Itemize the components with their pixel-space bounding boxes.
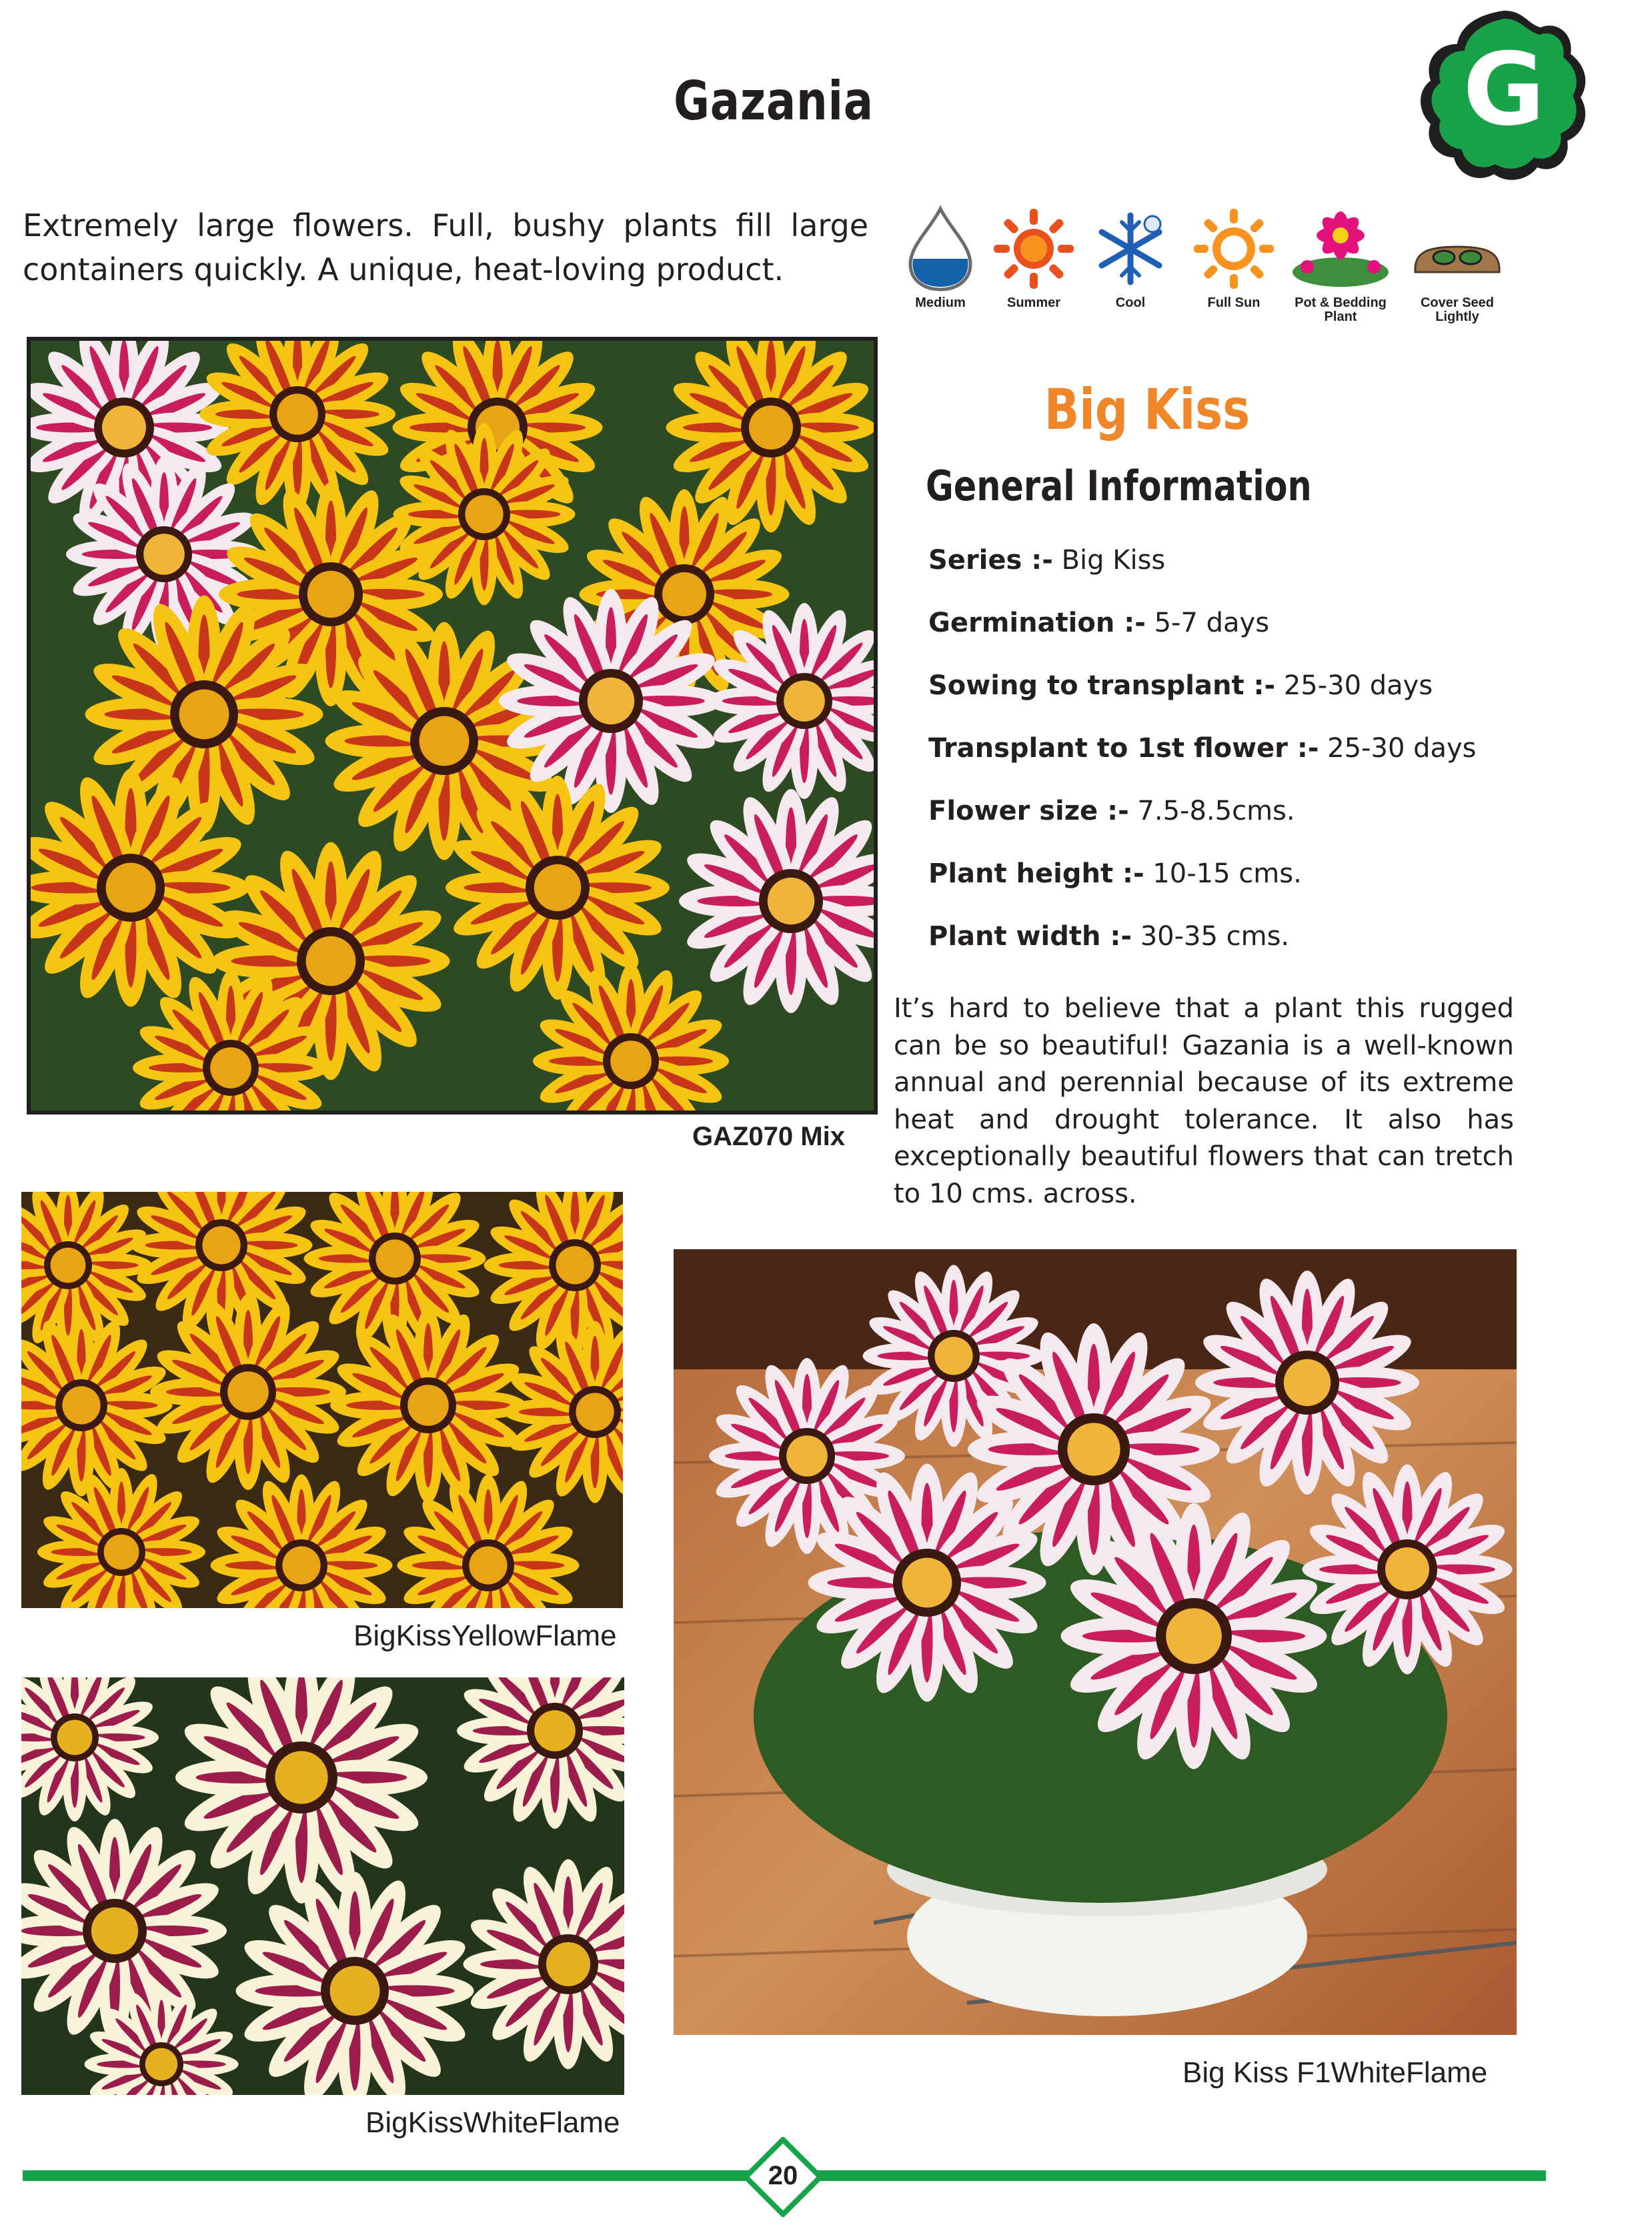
yellow-flame-caption: BigKissYellowFlame (353, 1619, 617, 1652)
flower-illustration (393, 424, 576, 606)
spec-value: 7.5-8.5cms. (1137, 796, 1295, 826)
icon-label: Cool (1115, 295, 1146, 310)
spec-plant-height (928, 847, 1529, 910)
general-information-heading: General Information (926, 462, 1312, 510)
spec-plant-width (928, 910, 1529, 972)
spec-transplant-to-flower (928, 722, 1529, 784)
white-flame-caption: BigKissWhiteFlame (365, 2106, 620, 2139)
spec-value: 10-15 cms. (1152, 858, 1302, 889)
spec-value: 5-7 days (1154, 608, 1270, 638)
page-title: Gazania (674, 70, 874, 132)
spec-value: 30-35 cms. (1140, 921, 1290, 952)
footer-line-left (23, 2170, 756, 2181)
water-drop-icon (904, 205, 977, 292)
summer-sun-icon (990, 205, 1077, 292)
specs-list (928, 534, 1529, 972)
icon-cell-medium (887, 205, 994, 310)
potted-flower-photo (674, 1249, 1517, 2035)
flower-illustration (808, 1464, 1046, 1702)
flower-illustration (1303, 1465, 1513, 1675)
main-photo-caption: GAZ070 Mix (692, 1122, 845, 1151)
flower-illustration (330, 1307, 526, 1503)
spec-germination (928, 596, 1529, 659)
description-text: It’s hard to believe that a plant this rugged can be so beautiful! Gazania is a well-known annual and perennial because of its extreme heat and drought tolerance. It also has exceptionally beautiful flowers that can tretch to 10 cms. across. (894, 993, 1514, 1209)
snowflake-icon (1087, 205, 1174, 292)
spec-label: Plant height :- (928, 858, 1144, 889)
spec-label: Series :- (928, 545, 1053, 576)
icon-label: Medium (915, 295, 966, 310)
spec-value: 25-30 days (1283, 670, 1433, 701)
variety-title: Big Kiss (1044, 377, 1251, 442)
icon-label: Pot & Bedding Plant (1295, 295, 1387, 324)
flower-illustration (446, 776, 670, 1000)
spec-flower-size (928, 784, 1529, 847)
pot-bedding-plant-icon (1287, 205, 1394, 292)
spec-series (928, 534, 1529, 596)
spec-sowing-to-transplant (928, 659, 1529, 722)
flower-illustration (499, 589, 723, 813)
spec-label: Sowing to transplant :- (928, 670, 1276, 701)
icon-cell-full-sun (1180, 205, 1287, 310)
icon-label: Full Sun (1207, 295, 1261, 310)
footer-line-right (810, 2170, 1546, 2181)
spec-label: Plant width :- (928, 921, 1132, 952)
spec-label: Flower size :- (928, 796, 1129, 826)
svg-text:G: G (1463, 32, 1545, 148)
main-flower-photo (27, 337, 878, 1114)
icon-cell-cover-seed (1404, 205, 1511, 324)
spec-value: 25-30 days (1327, 733, 1477, 764)
flower-illustration (150, 1294, 346, 1490)
growing-conditions-icons (887, 205, 1514, 339)
spec-label: Transplant to 1st flower :- (928, 733, 1319, 764)
icon-label: Cover Seed Lightly (1420, 295, 1495, 324)
page-number: 20 (768, 2161, 798, 2190)
icon-label: Summer (1006, 295, 1061, 310)
icon-cell-summer (980, 205, 1087, 310)
full-sun-icon (1190, 205, 1277, 292)
icon-cell-pot-bedding (1287, 205, 1394, 324)
cover-seed-icon (1407, 205, 1507, 292)
potted-flower-caption: Big Kiss F1WhiteFlame (1182, 2056, 1488, 2089)
icon-cell-cool (1077, 205, 1184, 310)
spec-label: Germination :- (928, 608, 1146, 638)
spec-value: Big Kiss (1061, 545, 1166, 576)
yellow-flame-photo (21, 1192, 623, 1608)
flower-illustration (1061, 1503, 1327, 1769)
flower-illustration (1195, 1271, 1419, 1495)
intro-text: Extremely large flowers. Full, bushy plants fill large containers quickly. A unique, heat-loving product. (23, 207, 868, 287)
brand-logo (1414, 4, 1594, 184)
white-flame-photo (21, 1677, 624, 2095)
